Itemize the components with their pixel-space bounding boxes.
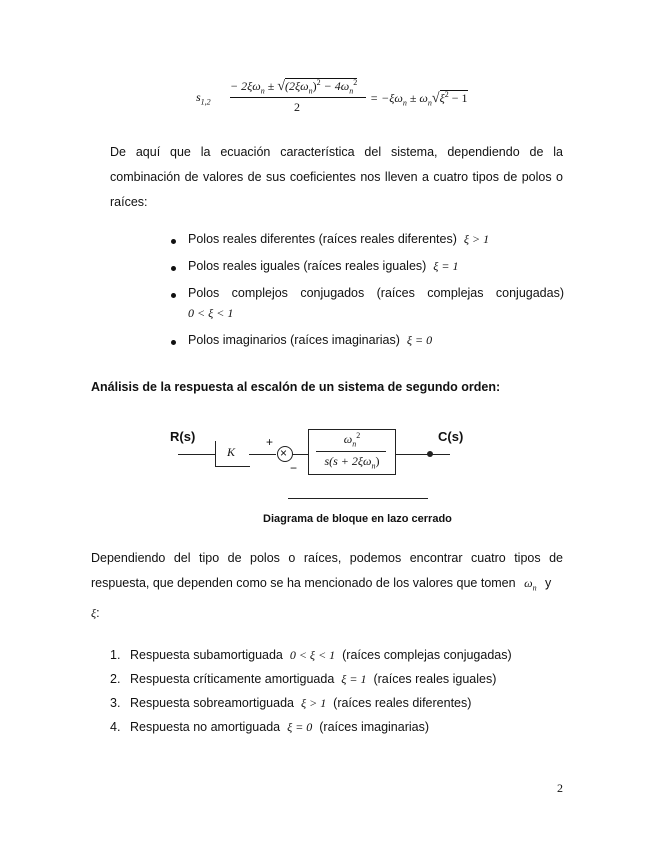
characteristic-roots-formula [196, 78, 496, 120]
list-item: 1. Respuesta subamortiguada 0 < ξ < 1 (raíces complejas conjugadas) [110, 648, 512, 662]
list-item: Polos reales iguales (raíces reales iguales) ξ = 1 [168, 259, 564, 279]
list-item: Polos complejos conjugados (raíces complejas conjugadas) 0 < ξ < 1 [168, 286, 564, 326]
minus-sign: − [290, 461, 298, 475]
plus-sign: + [266, 435, 274, 449]
page-number: 2 [557, 781, 563, 795]
fraction-bar [230, 97, 366, 98]
diagram-caption: Diagrama de bloque en lazo cerrado [263, 513, 452, 525]
list-item: Polos reales diferentes (raíces reales diferentes) ξ > 1 [168, 232, 564, 252]
output-label: C(s) [438, 429, 464, 444]
response-paragraph [91, 546, 563, 626]
block-diagram [170, 425, 490, 505]
formula-denominator: 2 [294, 100, 300, 114]
bullet-icon [171, 340, 176, 345]
formula-numerator: − $2\xi\omega_n \pm √(2\xi\omega_n)^2 - 4\omega_n^2$ [230, 78, 358, 96]
list-item: Polos imaginarios (raíces imaginarias) ξ = 0 [168, 333, 564, 353]
input-label: R(s) [170, 429, 196, 444]
response-line-1: Dependiendo del tipo de polos o raíces, podemos encontrar cuatro tipos de [91, 551, 563, 565]
intro-paragraph [110, 140, 563, 215]
list-item: 4. Respuesta no amortiguada ξ = 0 (raíces imaginarias) [110, 720, 430, 734]
gain-label: K [227, 445, 236, 459]
formula-fraction [230, 78, 366, 120]
section-heading: Análisis de la respuesta al escalón de un sistema de segundo orden: [91, 380, 501, 394]
list-item: 2. Respuesta críticamente amortiguada ξ = 1 (raíces reales iguales) [110, 672, 497, 686]
list-item: 3. Respuesta sobreamortiguada ξ > 1 (raíces reales diferentes) [110, 696, 472, 710]
bullet-icon [171, 266, 176, 271]
bullet-icon [171, 239, 176, 244]
takeoff-point [427, 451, 433, 457]
intro-line-3: raíces: [110, 195, 148, 209]
intro-line-1: De aquí que la ecuación característica del sistema, dependiendo de la [110, 145, 563, 159]
tf-fraction-bar [316, 451, 386, 452]
response-line-3: ξ: [91, 605, 100, 620]
tf-numerator: $\omega_n^2$ [343, 431, 361, 449]
summing-junction: × [277, 446, 293, 462]
response-line-2: respuesta, que dependen como se ha mencionado de los valores que tomen $\omega_n$ y [91, 576, 552, 593]
formula-lhs: $s_{1,2}$ [196, 90, 211, 107]
feedback-line [288, 498, 428, 499]
bullet-icon [171, 293, 176, 298]
intro-line-2: combinación de valores de sus coeficientes nos lleven a cuatro tipos de polos o [110, 170, 563, 184]
tf-denominator: $s(s + 2\xi\omega_n)$ [324, 454, 380, 471]
formula-rhs: = $-\xi\omega_n \pm \omega_n√\xi^2 - 1$ [370, 90, 468, 108]
